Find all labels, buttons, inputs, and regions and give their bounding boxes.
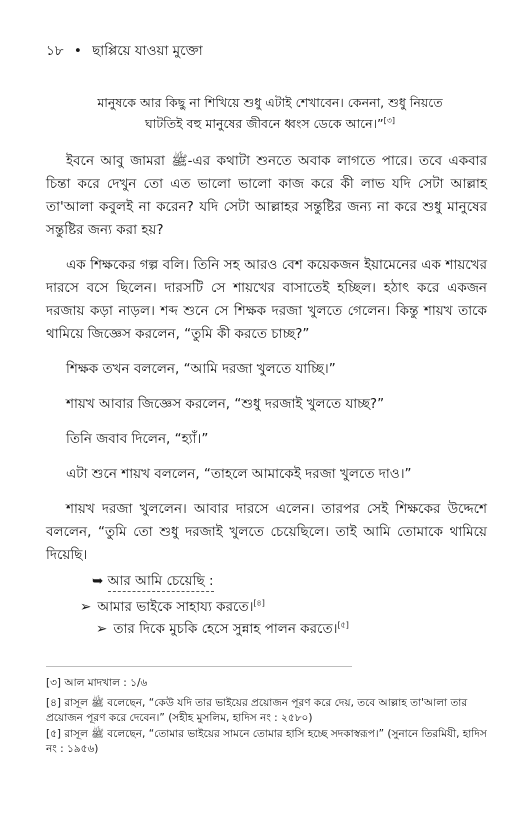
paragraph: এক শিক্ষকের গল্প বলি। তিনি সহ আরও বেশ কয়েকজন ইয়ামেনের এক শায়খের দারসে বসে ছিলেন। দারসটি সে শায়খের বাসাতেই হচ্ছিল। হঠাৎ করে একজন দরজায় কড়া নাড়ল। শব্দ শুনে সে শিক্ষক দরজা খুলতে গেলেন। কিন্তু শায়খ তাকে থামিয়ে জিজ্ঞেস করলেন, “তুমি কী করতে চাচ্ছ?” bbox=[46, 257, 487, 342]
intention-heading bbox=[92, 571, 214, 591]
list-item: ➢ তার দিকে মুচকি হেসে সুন্নাহ পালন করতে।[৫] bbox=[96, 620, 349, 637]
footnote-divider bbox=[46, 666, 352, 667]
quote-block bbox=[80, 92, 460, 134]
bullet-arrow-icon: ➢ bbox=[96, 621, 108, 637]
running-header bbox=[46, 42, 486, 60]
footnote-ref-5[interactable]: [৫] bbox=[337, 620, 349, 630]
paragraph: তিনি জবাব দিলেন, “হ্যাঁ।” bbox=[66, 431, 209, 447]
quote-line-2: ঘাটতিই বহু মানুষের জীবনে ধ্বংস ডেকে আনে।”[৩] bbox=[144, 115, 396, 131]
footnote-5: [৫] রাসূল ﷺ বলেছেন, “তোমার ভাইয়ের সামনে তোমার হাসি হচ্ছে সদকাস্বরূপ।” (সুনানে তিরমিযী, হাদিস নং : ১৯৫৬) bbox=[46, 728, 487, 755]
page-number: ১৮ bbox=[46, 43, 64, 59]
list-item: ➢ আমার ভাইকে সাহায্য করতে।[৪] bbox=[80, 598, 265, 615]
footnote-3: [৩] আল মাদখাল : ১/৬ bbox=[46, 677, 148, 689]
paragraph: ইবনে আবু জামরা ﷺ-এর কথাটা শুনতে অবাক লাগতে পারে। তবে একবার চিন্তা করে দেখুন তো এত ভালো ভালো কাজ করে কী লাভ যদি সেটা আল্লাহ তা'আলা কবুলই না করেন? যদি সেটা আল্লাহর সন্তুষ্টির জন্য না করে শুধু মানুষের সন্তুষ্টির জন্য করা হয়? bbox=[46, 153, 488, 238]
paragraph: শায়খ দরজা খুললেন। আবার দারসে এলেন। তারপর সেই শিক্ষকের উদ্দেশে বললেন, “তুমি তো শুধু দরজাই খুলতে চেয়েছিলে। তাই আমি তোমাকে থামিয়ে দিয়েছি। bbox=[46, 501, 487, 563]
footnote-ref-3[interactable]: [৩] bbox=[383, 115, 396, 125]
header-separator: • bbox=[73, 43, 82, 59]
bullet-arrow-icon: ➢ bbox=[80, 599, 92, 615]
intention-label: আর আমি চেয়েছি : bbox=[108, 573, 214, 592]
footnote-4: [৪] রাসূল ﷺ বলেছেন, “কেউ যদি তার ভাইয়ের প্রয়োজন পূরণ করে দেয়, তবে আল্লাহ তা'আলা তার প্রয়োজন পূরণ করে দেবেন।” (সহীহ মুসলিম, হাদিস নং : ২৫৮০) bbox=[46, 697, 468, 724]
footnote-ref-4[interactable]: [৪] bbox=[253, 598, 265, 608]
body-section-1 bbox=[46, 150, 487, 567]
paragraph: শায়খ আবার জিজ্ঞেস করলেন, “শুধু দরজাই খুলতে যাচ্ছ?” bbox=[66, 396, 385, 412]
quote-line-1: মানুষকে আর কিছু না শিখিয়ে শুধু এটাই শেখাবেন। কেননা, শুধু নিয়তে bbox=[97, 95, 443, 110]
paragraph: শিক্ষক তখন বললেন, “আমি দরজা খুলতে যাচ্ছি।” bbox=[66, 361, 336, 377]
book-title: ছাপ্পিয়ে যাওয়া মুক্তো bbox=[92, 43, 203, 59]
paragraph: এটা শুনে শায়খ বললেন, “তাহলে আমাকেই দরজা খুলতে দাও।” bbox=[66, 466, 412, 482]
arrow-icon: ➥ bbox=[92, 573, 104, 589]
